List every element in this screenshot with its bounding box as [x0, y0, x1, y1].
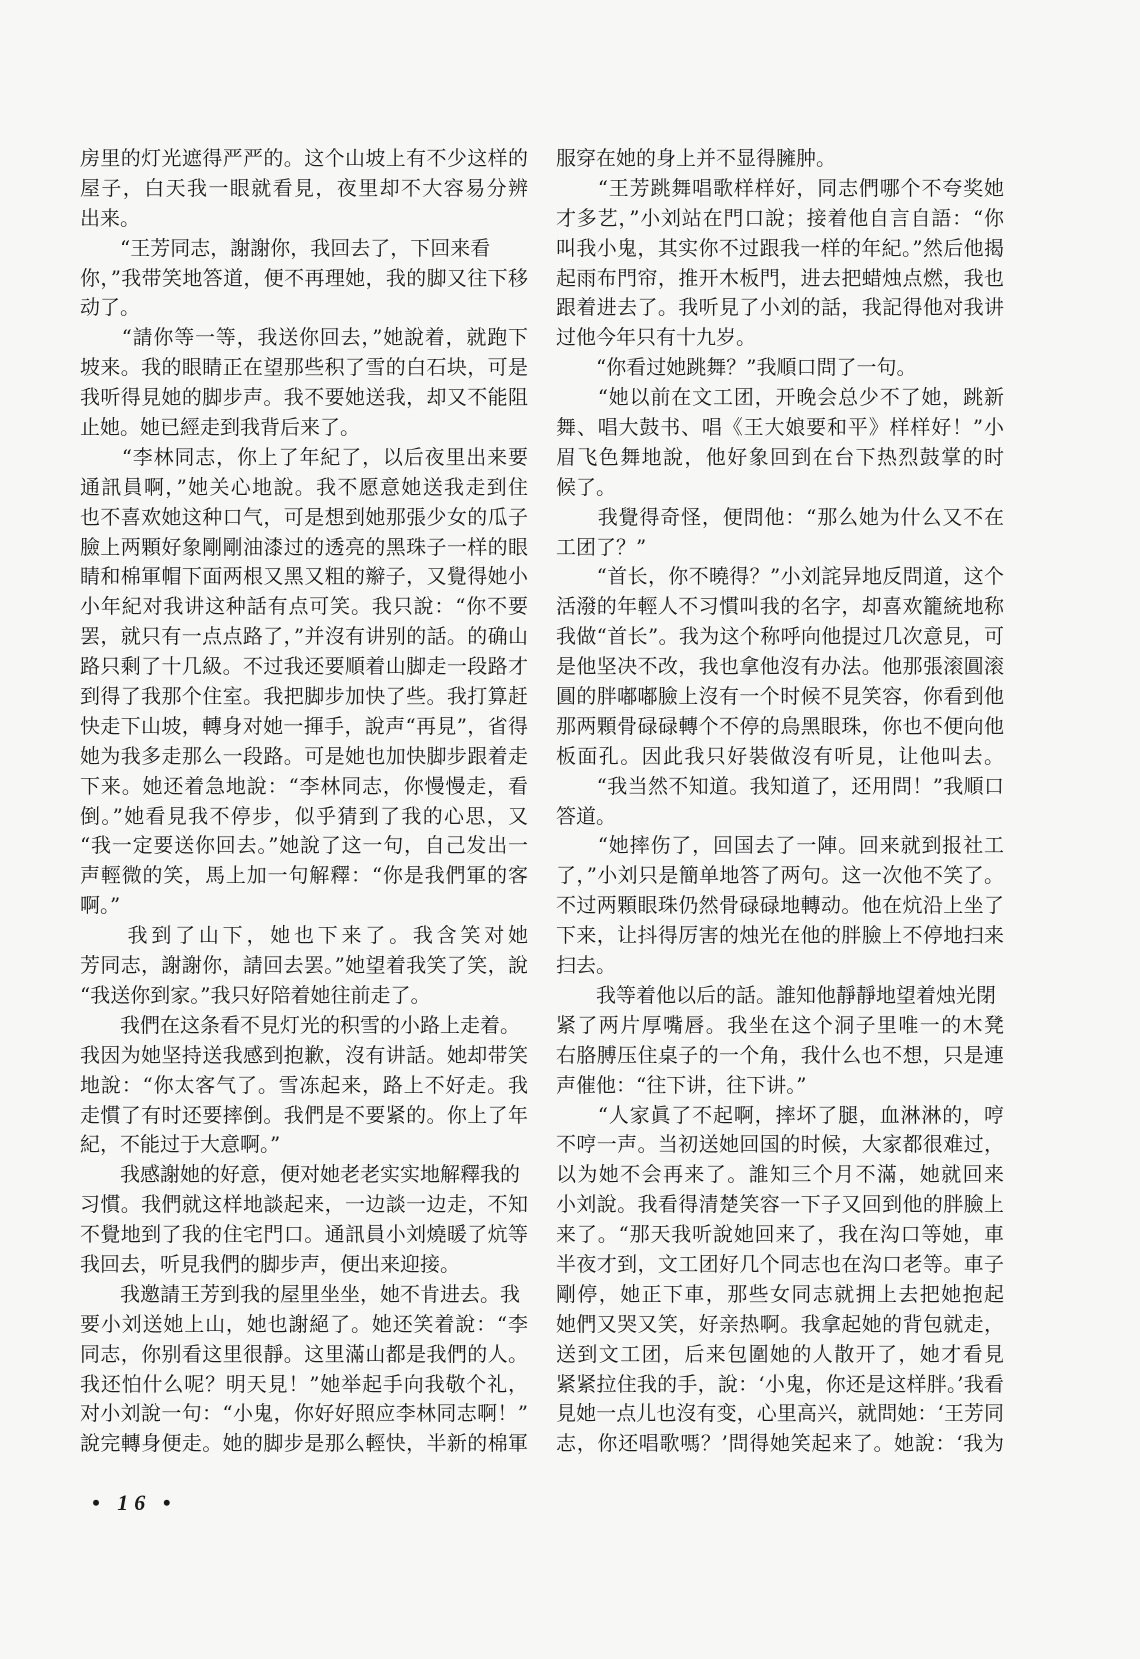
text-line: 止她。她已經走到我背后来了。 — [80, 415, 360, 440]
text-line: 不哼一声。当初送她回国的时候，大家都很难过， — [556, 1132, 1004, 1157]
text-line: “你看过她跳舞？”我順口問了一句。 — [556, 355, 917, 380]
text-line: 右胳膊压住桌子的一个角，我什么也不想，只是連 — [556, 1042, 1004, 1067]
text-line: “請你等一等，我送你回去，”她說着，就跑下 — [80, 325, 528, 350]
text-line: 不过两顆眼珠仍然骨碌碌地轉动。他在炕沿上坐了 — [556, 893, 1004, 918]
text-line: 你，”我带笑地答道，便不再理她，我的脚又往下移 — [80, 265, 528, 290]
text-line: 說完轉身便走。她的脚步是那么輕快，半新的棉軍 — [80, 1431, 528, 1456]
text-line: 我邀請王芳到我的屋里坐坐，她不肯进去。我 — [80, 1281, 520, 1306]
text-line: “王芳同志，謝謝你，我回去了，下回来看 — [80, 235, 491, 260]
text-line: 紀，不能过于大意啊。” — [80, 1132, 281, 1157]
text-line: “王芳跳舞唱歌样样好，同志們哪个不夸奖她 — [597, 175, 1004, 200]
text-line: 服穿在她的身上并不显得臃肿。 — [556, 146, 836, 170]
text-line: 候了。 — [556, 474, 616, 499]
text-line: “人家眞了不起啊，摔坏了腿，血淋淋的，哼 — [597, 1102, 1004, 1127]
text-line: 屋子，白天我一眼就看見，夜里却不大容易分辨 — [80, 175, 528, 200]
text-line: 习慣。我們就这样地談起来，一边談一边走，不知 — [80, 1192, 528, 1217]
text-line: 圓的胖嘟嘟臉上沒有一个时候不見笑容，你看到他 — [556, 684, 1004, 709]
text-line: 下来。她还着急地說：“李林同志，你慢慢走，看 — [80, 773, 528, 798]
text-line: 同志，你别看这里很靜。这里滿山都是我們的人。 — [80, 1341, 528, 1366]
text-line: 叫我小鬼，其实你不过跟我一样的年紀。”然后他揭 — [556, 235, 1004, 260]
text-line: 到得了我那个住室。我把脚步加快了些。我打算赶 — [80, 684, 528, 709]
text-line: 紧了两片厚嘴唇。我坐在这个洞子里唯一的木凳 — [556, 1012, 1004, 1037]
text-line: 板面孔。因此我只好裝做沒有听見，让他叫去。 — [556, 743, 1004, 768]
text-line: 快走下山坡，轉身对她一揮手，說声“再見”，省得 — [80, 713, 528, 738]
text-line: 剛停，她正下車，那些女同志就拥上去把她抱起 — [556, 1281, 1004, 1306]
text-line: 我听得見她的脚步声。我不要她送我，却又不能阻 — [80, 385, 528, 410]
text-line: 过他今年只有十九岁。 — [556, 325, 756, 350]
text-line: 工团了？” — [556, 534, 647, 559]
text-line: 才多艺，”小刘站在門口說；接着他自言自語：“你 — [556, 205, 1004, 230]
text-column-right — [556, 144, 1004, 1459]
text-line: 芳同志，謝謝你，請回去罢。”她望着我笑了笑，說 — [80, 953, 528, 978]
text-line: 我因为她坚持送我感到抱歉，沒有讲話。她却带笑 — [80, 1042, 528, 1067]
text-line: 眉飞色舞地說，他好象回到在台下热烈鼓掌的时 — [556, 444, 1004, 469]
text-line: “李林同志，你上了年紀了，以后夜里出来要 — [121, 444, 528, 469]
text-line: 睛和棉軍帽下面两根又黑又粗的辮子，又覺得她小 — [80, 564, 528, 589]
text-line: 也不喜欢她这种口气，可是想到她那張少女的瓜子 — [80, 504, 528, 529]
text-line: 起雨布門帘，推开木板門，进去把蜡烛点燃，我也 — [556, 265, 1004, 290]
text-line: 她为我多走那么一段路。可是她也加快脚步跟着走 — [80, 743, 528, 768]
text-line: “我送你到家。”我只好陪着她往前走了。 — [80, 982, 431, 1007]
text-line: 了，”小刘只是簡单地答了两句。这一次他不笑了。 — [556, 863, 1004, 888]
text-line: 来了。“那天我听說她回来了，我在沟口等她，車 — [556, 1222, 1004, 1247]
text-line: 活潑的年輕人不习慣叫我的名字，却喜欢籠統地称 — [556, 594, 1004, 619]
text-line: 下来，让抖得厉害的烛光在他的胖臉上不停地扫来 — [556, 923, 1004, 948]
text-line: 那两顆骨碌碌轉个不停的烏黑眼珠，你也不便向他 — [556, 713, 1004, 738]
text-line: 見她一点儿也沒有变，心里高兴，就問她：‘王芳同 — [556, 1401, 1004, 1426]
text-line: 我回去，听見我們的脚步声，便出来迎接。 — [80, 1251, 460, 1276]
text-line: 走慣了有时还要摔倒。我們是不要紧的。你上了年 — [80, 1102, 528, 1127]
text-line: 我到了山下，她也下来了。我含笑对她 — [127, 923, 528, 948]
text-line: 跟着进去了。我听見了小刘的話，我記得他对我讲 — [556, 295, 1004, 320]
text-line: 动了。 — [80, 295, 140, 320]
text-line: 我等着他以后的話。誰知他靜靜地望着烛光閉 — [556, 982, 996, 1007]
text-line: 不覺地到了我的住宅門口。通訊員小刘燒暖了炕等 — [80, 1222, 528, 1247]
text-line: 对小刘說一句：“小鬼，你好好照应李林同志啊！” — [80, 1401, 528, 1426]
text-line: 答道。 — [556, 803, 616, 828]
text-line: 是他坚决不改，我也拿他沒有办法。他那張滚圓滚 — [556, 654, 1004, 679]
text-line: “首长，你不曉得？”小刘詫异地反問道，这个 — [556, 564, 1004, 589]
text-line: 扫去。 — [556, 953, 616, 978]
text-line: “我当然不知道。我知道了，还用問！”我順口 — [556, 773, 1004, 798]
text-line: 半夜才到，文工团好几个同志也在沟口老等。車子 — [556, 1251, 1004, 1276]
text-line: 舞、唱大鼓书、唱《王大娘要和平》样样好！”小 — [556, 415, 1004, 440]
text-line: 送到文工团，后来包圍她的人散开了，她才看見 — [556, 1341, 1004, 1366]
text-line: 我們在这条看不見灯光的积雪的小路上走着。 — [80, 1012, 520, 1037]
text-line: 紧紧拉住我的手，說：‘小鬼，你还是这样胖。’我看 — [556, 1371, 1004, 1396]
text-line: 啊。” — [80, 893, 121, 918]
text-line: 声輕微的笑，馬上加一句解釋：“你是我們軍的客 — [80, 863, 528, 888]
text-line: 声催他：“往下讲，往下讲。” — [556, 1072, 807, 1097]
text-line: 房里的灯光遮得严严的。这个山坡上有不少这样的 — [80, 146, 528, 170]
text-line: 坡来。我的眼睛正在望那些积了雪的白石块，可是 — [80, 355, 528, 380]
text-line: 通訊員啊，”她关心地說。我不愿意她送我走到住 — [80, 474, 528, 499]
text-line: 罢，就只有一点点路了，”并沒有讲别的話。的确山 — [80, 624, 528, 649]
text-line: “她摔伤了，回国去了一陣。回来就到报社工 — [597, 833, 1004, 858]
text-line: “我一定要送你回去。”她說了这一句，自己发出一 — [80, 833, 528, 858]
text-line: 臉上两顆好象剛剛油漆过的透亮的黑珠子一样的眼 — [80, 534, 528, 559]
text-line: 倒。”她看見我不停步，似乎猜到了我的心思，又 — [80, 803, 528, 828]
text-line: 我覺得奇怪，便問他：“那么她为什么又不在 — [597, 504, 1004, 529]
text-line: 以为她不会再来了。誰知三个月不滿，她就回来 — [556, 1162, 1004, 1187]
text-line: 我还怕什么呢？明天見！”她举起手向我敬个礼， — [80, 1371, 528, 1396]
text-line: 我做“首长”。我为这个称呼向他提过几次意見，可 — [556, 624, 1004, 649]
text-column-left — [80, 144, 528, 1459]
text-line: 小刘說。我看得清楚笑容一下子又回到他的胖臉上 — [556, 1192, 1004, 1217]
text-line: 我感謝她的好意，便对她老老实实地解釋我的 — [80, 1162, 520, 1187]
text-line: “她以前在文工团，开晚会总少不了她，跳新 — [597, 385, 1004, 410]
text-line: 她們又哭又笑，好亲热啊。我拿起她的背包就走， — [556, 1311, 1004, 1336]
text-line: 小年紀对我讲这种話有点可笑。我只說：“你不要 — [80, 594, 528, 619]
text-line: 地說：“你太客气了。雪冻起来，路上不好走。我 — [80, 1072, 528, 1097]
text-line: 路只剩了十几級。不过我还要順着山脚走一段路才 — [80, 654, 528, 679]
text-line: 要小刘送她上山，她也謝絕了。她还笑着說：“李 — [80, 1311, 528, 1336]
page-number: • 16 • — [92, 1490, 177, 1515]
text-line: 出来。 — [80, 205, 140, 230]
text-line: 志，你还唱歌嗎？’問得她笑起来了。她說：‘我为 — [556, 1431, 1004, 1456]
